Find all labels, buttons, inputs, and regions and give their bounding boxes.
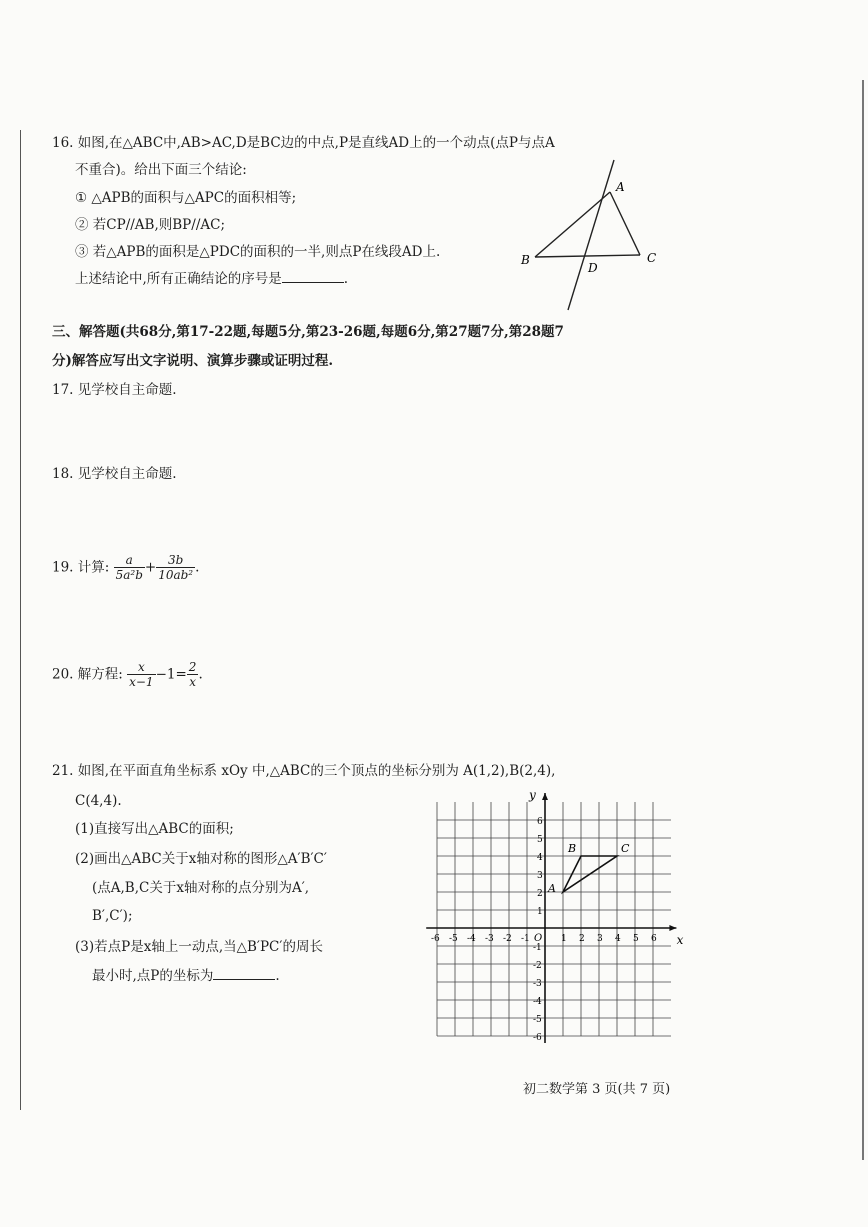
q16-answer-blank: [282, 270, 344, 283]
q20: [52, 660, 203, 689]
q21-part2-c: B′,C′);: [92, 908, 133, 924]
q20-label: 20. 解方程:: [52, 666, 123, 683]
y-tick-label: 5: [537, 835, 543, 845]
side-ab: [535, 192, 610, 257]
x-tick-label: -4: [467, 934, 476, 944]
y-tick-label: -1: [533, 943, 542, 953]
vertex-label-b: B: [568, 842, 577, 855]
q16-line2: 不重合)。给出下面三个结论:: [75, 162, 247, 178]
q16-conclusion-2: ② 若CP//AB,则BP//AC;: [75, 217, 225, 233]
q20-num1: x: [127, 660, 155, 675]
y-tick-label: -5: [533, 1015, 542, 1025]
q21-coordinate-grid: [418, 783, 686, 1043]
q21-answer-blank: [213, 967, 275, 980]
y-tick-label: -6: [533, 1033, 542, 1043]
q19-den2: 10ab²: [158, 568, 194, 582]
origin-label: O: [534, 933, 543, 944]
q19-fraction-1: [114, 553, 145, 582]
x-tick-label: 4: [615, 934, 621, 944]
q21-part3-end: .: [275, 968, 280, 984]
y-axis-label: y: [529, 787, 536, 802]
q16-line1: 16. 如图,在△ABC中,AB>AC,D是BC边的中点,P是直线AD上的一个动点(点P与点A: [52, 135, 555, 151]
y-axis-arrow: [542, 793, 548, 800]
x-tick-label: -3: [485, 934, 494, 944]
vertex-label-a: A: [548, 882, 556, 895]
q21-part1: (1)直接写出△ABC的面积;: [75, 821, 234, 837]
q20-end: .: [198, 666, 203, 683]
q16-conclusion-3: ③ 若△APB的面积是△PDC的面积的一半,则点P在线段AD上.: [75, 244, 441, 260]
right-page-edge: [862, 80, 864, 1160]
x-tick-label: 6: [651, 934, 657, 944]
q20-num2: 2: [188, 660, 197, 674]
x-tick-label: -2: [503, 934, 512, 944]
section3-header-line1: 三、解答题(共68分,第17-22题,每题5分,第23-26题,每题6分,第27题7分,第28题7: [52, 324, 564, 340]
y-tick-label: -4: [533, 997, 542, 1007]
q16-question-end: .: [343, 271, 349, 287]
x-tick-label: -5: [449, 934, 458, 944]
y-tick-label: 2: [537, 889, 543, 899]
q21-line1: 21. 如图,在平面直角坐标系 xOy 中,△ABC的三个顶点的坐标分别为 A(1,2),B(2,4),: [52, 763, 556, 779]
q16-conclusion-1: ① △APB的面积与△APC的面积相等;: [75, 190, 297, 206]
q21-part3-text: 最小时,点P的坐标为: [92, 968, 214, 984]
q21-part2-b: (点A,B,C关于x轴对称的点分别为A′,: [92, 880, 310, 896]
q16-triangle-figure: [510, 150, 670, 320]
y-tick-label: 6: [537, 817, 543, 827]
q16-question: [75, 270, 348, 288]
label-c: C: [647, 251, 657, 265]
q19-den1: 5a²b: [115, 568, 143, 582]
q20-den2: x: [189, 675, 196, 689]
y-tick-label: 1: [537, 907, 543, 917]
section3-header-line2: 分)解答应写出文字说明、演算步骤或证明过程.: [52, 353, 334, 369]
q16-question-text: 上述结论中,所有正确结论的序号是: [75, 271, 282, 287]
q18: 18. 见学校自主命题.: [52, 466, 177, 482]
q19-num2: 3b: [156, 553, 195, 568]
x-tick-label: 2: [579, 934, 585, 944]
y-tick-label: -2: [533, 961, 542, 971]
q19: [52, 553, 199, 582]
x-axis-arrow: [669, 925, 676, 931]
side-bc: [535, 255, 640, 257]
q20-den1: x−1: [129, 675, 154, 689]
q21-part2-a: (2)画出△ABC关于x轴对称的图形△A′B′C′: [75, 851, 327, 867]
side-ac: [610, 192, 640, 255]
line-ad: [568, 160, 614, 310]
q20-mid: −1=: [155, 666, 187, 683]
x-tick-label: 5: [633, 934, 639, 944]
q20-fraction-1: [127, 660, 155, 689]
page-footer: 初二数学第 3 页(共 7 页): [523, 1082, 671, 1097]
q21-part3-a: (3)若点P是x轴上一动点,当△B′PC′的周长: [75, 939, 323, 955]
x-axis-label: x: [676, 933, 684, 947]
left-margin-line: [20, 130, 21, 1110]
x-tick-label: -6: [431, 934, 440, 944]
q19-num1: a: [114, 553, 145, 568]
label-b: B: [521, 253, 530, 267]
q21-part3-b: [92, 967, 280, 985]
y-tick-label: 3: [537, 871, 543, 881]
x-tick-label: 3: [597, 934, 603, 944]
q20-fraction-2: [187, 660, 199, 689]
vertex-label-c: C: [621, 842, 630, 855]
q19-label: 19. 计算:: [52, 559, 110, 576]
y-tick-label: -3: [533, 979, 542, 989]
q19-fraction-2: [156, 553, 195, 582]
x-tick-label: 1: [561, 934, 567, 944]
label-d: D: [588, 261, 598, 275]
y-tick-label: 4: [537, 853, 543, 863]
q19-operator: +: [144, 559, 157, 576]
label-a: A: [616, 180, 625, 194]
x-tick-label: -1: [521, 934, 530, 944]
q17: 17. 见学校自主命题.: [52, 382, 177, 398]
q19-end: .: [195, 559, 200, 576]
q21-line2: C(4,4).: [75, 793, 122, 809]
